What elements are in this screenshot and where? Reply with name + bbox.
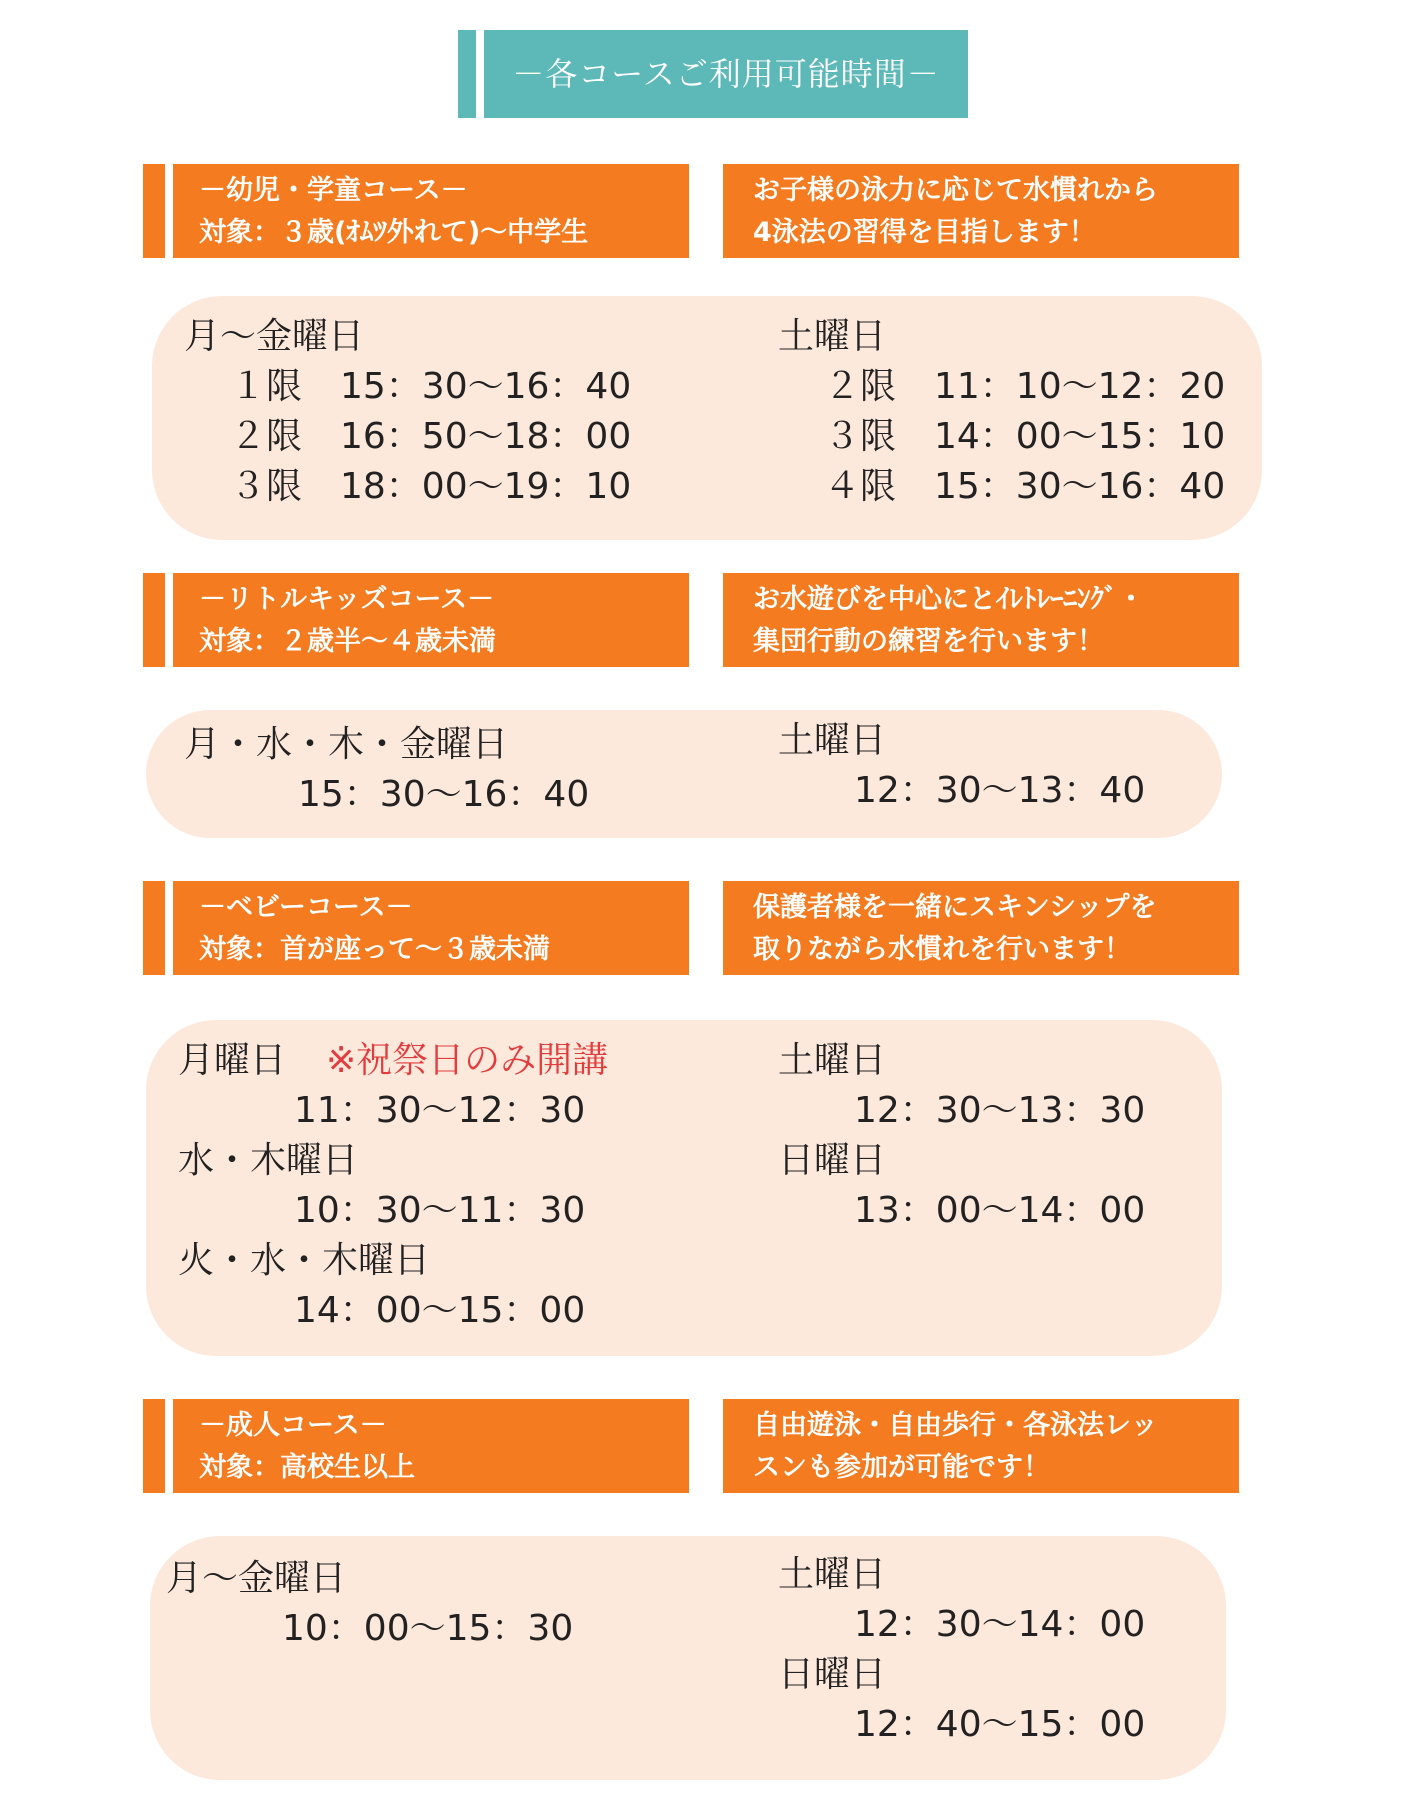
course-3-sunday-time: 13：00～14：00 xyxy=(854,1190,1146,1231)
course-1-saturday-label: 土曜日 xyxy=(778,316,887,357)
course-1-saturday-period-1 xyxy=(778,362,1225,412)
course-3-weekday-schedule xyxy=(178,1036,608,1336)
period-label: ３限 xyxy=(230,466,303,507)
course-4-name: －成人コース－ xyxy=(199,1410,387,1441)
course-1-target: 対象：３歳(ｵﾑﾂ外れて)～中学生 xyxy=(199,217,589,248)
course-4-saturday-label: 土曜日 xyxy=(778,1554,887,1595)
course-1-accent-bar xyxy=(143,164,165,258)
page-title xyxy=(484,30,968,118)
course-3-desc-line-2: 取りながら水慣れを行います！ xyxy=(753,934,1131,965)
course-2-saturday-label: 土曜日 xyxy=(778,720,887,761)
course-3-description xyxy=(723,881,1239,975)
page-title-text: －各コースご利用可能時間－ xyxy=(512,55,940,93)
course-2-name: －リトルキッズコース－ xyxy=(199,584,495,615)
course-1-weekday-period-2 xyxy=(184,412,631,462)
course-4-weekday-label: 月～金曜日 xyxy=(166,1558,347,1599)
course-2-weekday-label: 月・水・木・金曜日 xyxy=(184,724,509,765)
period-time: 16：50～18：00 xyxy=(340,416,632,457)
period-label: ４限 xyxy=(824,466,897,507)
period-label: ２限 xyxy=(230,416,303,457)
course-1-weekday-schedule xyxy=(184,312,631,512)
course-3-slot-1-time: 11：30～12：30 xyxy=(294,1090,586,1131)
period-time: 15：30～16：40 xyxy=(934,466,1226,507)
course-3-slot-1-day: 月曜日 xyxy=(178,1040,287,1081)
course-3-name: －ベビーコース－ xyxy=(199,892,413,923)
course-3-saturday-time: 12：30～13：30 xyxy=(854,1090,1146,1131)
course-1-weekday-label: 月～金曜日 xyxy=(184,316,365,357)
course-1-weekday-period-3 xyxy=(184,462,631,512)
course-3-saturday-label: 土曜日 xyxy=(778,1040,887,1081)
course-1-saturday-period-2 xyxy=(778,412,1225,462)
course-2-saturday-time: 12：30～13：40 xyxy=(854,770,1146,811)
course-2-desc-line-2: 集団行動の練習を行います！ xyxy=(753,626,1104,657)
course-1-desc-line-1: お子様の泳力に応じて水慣れから xyxy=(753,175,1158,206)
course-2-saturday-schedule xyxy=(778,716,1145,816)
course-3-slot-3-time: 14：00～15：00 xyxy=(294,1290,586,1331)
period-time: 14：00～15：10 xyxy=(934,416,1226,457)
course-4-sunday-label: 日曜日 xyxy=(778,1654,887,1695)
course-4-weekday-time: 10：00～15：30 xyxy=(282,1608,574,1649)
course-4-desc-line-1: 自由遊泳・自由歩行・各泳法レッ xyxy=(753,1410,1158,1441)
course-3-desc-line-1: 保護者様を一緒にスキンシップを xyxy=(753,892,1157,923)
period-label: １限 xyxy=(230,366,303,407)
course-3-sunday-label: 日曜日 xyxy=(778,1140,887,1181)
holiday-only-note: ※祝祭日のみ開講 xyxy=(326,1040,609,1081)
course-4-description xyxy=(723,1399,1239,1493)
period-time: 18：00～19：10 xyxy=(340,466,632,507)
course-2-weekday-time: 15：30～16：40 xyxy=(298,774,590,815)
course-1-weekday-period-1 xyxy=(184,362,631,412)
course-3-slot-2-time: 10：30～11：30 xyxy=(294,1190,586,1231)
course-4-weekday-schedule xyxy=(166,1554,573,1654)
course-1-saturday-schedule xyxy=(778,312,1225,512)
course-2-desc-line-1: お水遊びを中心にとｲﾚﾄﾚｰﾆﾝｸﾞ・ xyxy=(753,584,1145,615)
course-4-saturday-time: 12：30～14：00 xyxy=(854,1604,1146,1645)
course-4-weekend-schedule xyxy=(778,1550,1145,1750)
period-label: ３限 xyxy=(824,416,897,457)
course-2-description xyxy=(723,573,1239,667)
course-1-header xyxy=(173,164,689,258)
course-3-accent-bar xyxy=(143,881,165,975)
period-time: 11：10～12：20 xyxy=(934,366,1226,407)
period-label: ２限 xyxy=(824,366,897,407)
period-time: 15：30～16：40 xyxy=(340,366,632,407)
course-4-header xyxy=(173,1399,689,1493)
course-3-header xyxy=(173,881,689,975)
title-accent-bar xyxy=(458,30,476,118)
course-3-slot-2-day: 水・木曜日 xyxy=(178,1140,359,1181)
course-1-saturday-period-3 xyxy=(778,462,1225,512)
course-2-accent-bar xyxy=(143,573,165,667)
course-3-slot-1-day-row xyxy=(178,1036,608,1086)
course-2-target: 対象：２歳半～４歳未満 xyxy=(199,626,496,657)
course-4-sunday-time: 12：40～15：00 xyxy=(854,1704,1146,1745)
course-4-accent-bar xyxy=(143,1399,165,1493)
course-1-desc-line-2: 4泳法の習得を目指します！ xyxy=(753,217,1096,248)
course-4-target: 対象：高校生以上 xyxy=(199,1452,415,1483)
course-3-slot-3-day: 火・水・木曜日 xyxy=(178,1240,431,1281)
course-3-target: 対象：首が座って～３歳未満 xyxy=(199,934,550,965)
course-1-name: －幼児・学童コース－ xyxy=(199,175,468,206)
course-1-description xyxy=(723,164,1239,258)
course-4-desc-line-2: スンも参加が可能です！ xyxy=(753,1452,1050,1483)
course-2-weekday-schedule xyxy=(184,720,589,820)
course-2-header xyxy=(173,573,689,667)
course-3-weekend-schedule xyxy=(778,1036,1145,1236)
